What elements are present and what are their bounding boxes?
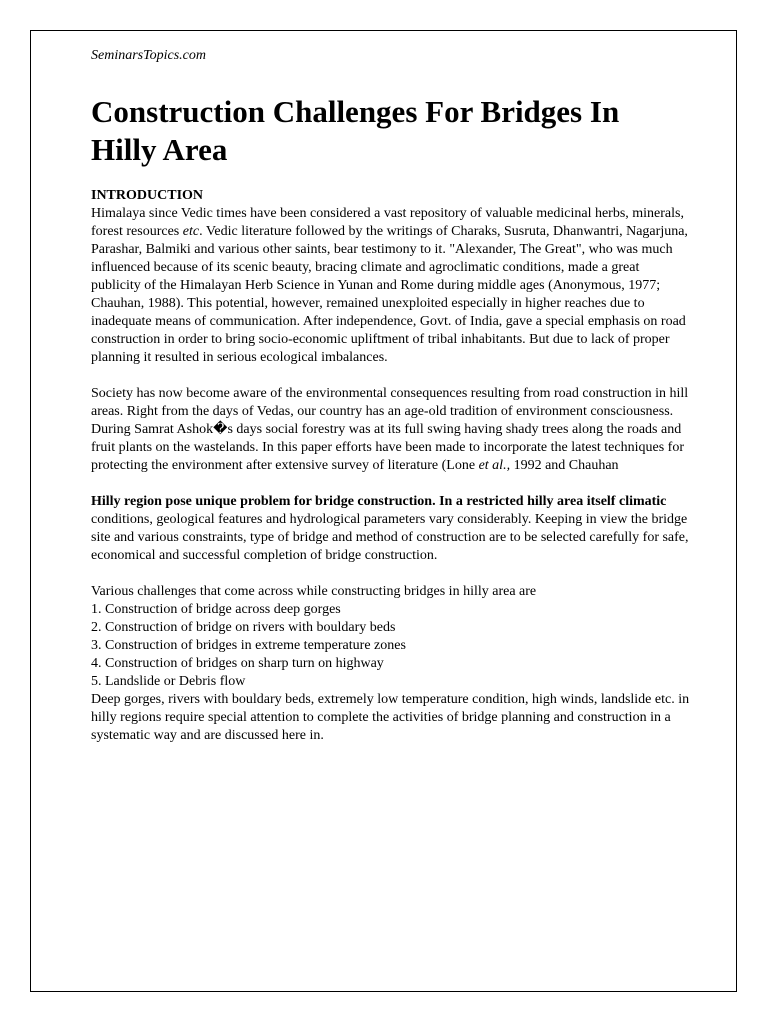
intro-paragraph-2 xyxy=(91,385,691,475)
paragraph-gap xyxy=(91,565,691,583)
intro-paragraph-3 xyxy=(91,493,691,565)
list-item: 1. Construction of bridge across deep gorges xyxy=(91,602,341,617)
intro-paragraph-1 xyxy=(91,205,691,367)
challenges-intro: Various challenges that come across while constructing bridges in hilly area are xyxy=(91,584,537,599)
page-title: Construction Challenges For Bridges In Hilly Area xyxy=(91,94,620,167)
challenges-list xyxy=(91,601,691,691)
list-item: 4. Construction of bridges on sharp turn on highway xyxy=(91,656,384,671)
paragraph-gap xyxy=(91,367,691,385)
intro-paragraph-1-part-b: . Vedic literature followed by the writings of Charaks, Susruta, Dhanwantri, Nagarjuna, Parashar, Balmiki and various other saints, bear testimony to it. "Alexander, The Great", who was much influenced because of its scenic beauty, bracing climate and agroclimatic conditions, made a great publicity of the Himalayan Herb Science in Yunan and Rome during middle ages (Anonymous, 1977; Chauhan, 1988). This potential, however, remained unexploited especially in higher reaches due to inadequate means of communication. After independence, Govt. of India, gave a special emphasis on road construction in order to bring socio-economic upliftment of tribal inhabitants. But due to lack of proper planning it resulted in serious ecological imbalances. xyxy=(91,224,688,365)
intro-paragraph-3-rest: conditions, geological features and hydrological parameters vary considerably. Keeping in view the bridge site and various constraints, type of bridge and method of construction are to be selected carefully for safe, economical and successful completion of bridge construction. xyxy=(91,512,689,563)
list-item: 3. Construction of bridges in extreme temperature zones xyxy=(91,638,406,653)
intro-paragraph-3-bold: Hilly region pose unique problem for bridge construction. In a restricted hilly area itself climatic xyxy=(91,494,667,509)
site-name: SeminarsTopics.com xyxy=(91,48,206,63)
intro-paragraph-1-etc: etc xyxy=(182,224,200,239)
paragraph-gap xyxy=(91,475,691,493)
section-heading-introduction: INTRODUCTION xyxy=(91,188,204,203)
list-item: 5. Landslide or Debris flow xyxy=(91,674,246,689)
page-content xyxy=(91,48,691,745)
document-page xyxy=(30,30,737,992)
intro-paragraph-2-part-b: 1992 and Chauhan xyxy=(510,458,619,473)
closing-paragraph: Deep gorges, rivers with bouldary beds, extremely low temperature condition, high winds, landslide etc. in hilly regions require special attention to complete the activities of bridge planning and construction in a systematic way and are discussed here in. xyxy=(91,692,690,743)
list-item: 2. Construction of bridge on rivers with bouldary beds xyxy=(91,620,396,635)
intro-paragraph-1-part-a: Himalaya since Vedic times have been considered a vast repository of valuable medicinal herbs, minerals, forest resources xyxy=(91,206,684,239)
intro-paragraph-2-etal: et al., xyxy=(478,458,511,473)
intro-paragraph-2-part-a: Society has now become aware of the environmental consequences resulting from road construction in hill areas. Right from the days of Vedas, our country has an age-old tradition of environment consciousness. During Samrat Ashok�s days social forestry was at its full swing having shady trees along the roads and fruit plants on the wastelands. In this paper efforts have been made to incorporate the latest techniques for protecting the environment after extensive survey of literature (Lone xyxy=(91,386,689,473)
